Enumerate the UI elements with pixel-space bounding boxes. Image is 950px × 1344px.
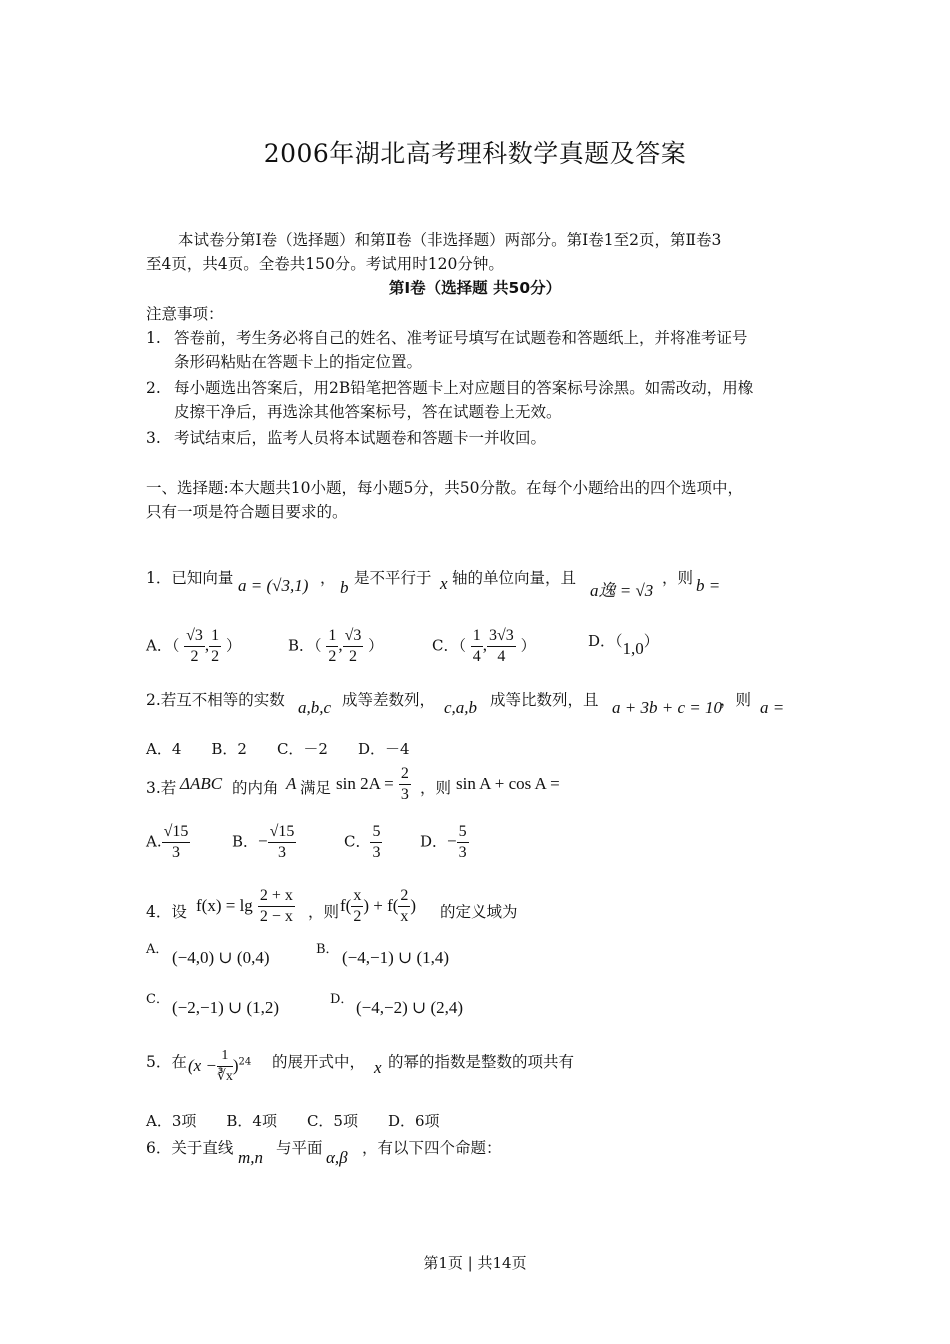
question-2-equation: a + 3b + c = 10	[612, 698, 722, 717]
fraction	[370, 822, 382, 863]
note-text: 皮擦干净后，再选涂其他答案标号，答在试题卷上无效。	[174, 403, 562, 421]
option-label: B．	[316, 942, 339, 957]
fraction	[326, 626, 338, 667]
option-end: ）	[643, 632, 659, 650]
notes-heading: 注意事项：	[146, 305, 224, 323]
note-text: 每小题选出答案后，用2B铅笔把答题卡上对应题目的答案标号涂黑。如需改动，用橡	[174, 379, 754, 397]
numerator: √15	[268, 822, 297, 843]
question-text: ，则	[662, 569, 694, 587]
question-6-vars: m,n	[238, 1148, 264, 1167]
fraction	[184, 626, 205, 667]
numerator: √15	[162, 822, 191, 843]
option-label: D．（	[588, 632, 623, 650]
denominator: 2 − x	[259, 908, 293, 925]
numerator: 1	[326, 626, 338, 647]
numerator: 3√3	[487, 626, 516, 647]
comma: ,	[204, 635, 210, 655]
denominator: 3	[172, 844, 180, 861]
sign: −	[258, 831, 268, 851]
sign: −	[447, 831, 457, 851]
question-6-prefix: 6．关于直线	[146, 1139, 234, 1157]
expr-part: )	[232, 1056, 239, 1075]
denominator: 3	[400, 786, 409, 803]
question-1-condition: a逸 = √3	[590, 581, 654, 600]
option-a	[146, 626, 241, 667]
option-label: B．（	[288, 636, 322, 655]
option-a	[146, 822, 190, 863]
option-c	[344, 822, 382, 863]
comma: ,	[338, 635, 343, 655]
numerator: 2 + x	[258, 886, 295, 907]
denominator: 4	[472, 648, 481, 665]
note-number: 1.	[146, 329, 161, 347]
note-text: 答卷前，考生务必将自己的姓名、准考证号填写在试题卷和答题纸上，并将准考证号	[174, 329, 748, 347]
option-a-value: (−4,0) ∪ (0,4)	[172, 948, 270, 967]
option-label: B．	[232, 832, 259, 851]
option-d-value: (−4,−2) ∪ (2,4)	[356, 998, 464, 1017]
option-label: A．（	[146, 636, 180, 655]
page-footer: 第1页 | 共14页	[423, 1254, 527, 1272]
question-4-definition	[196, 886, 295, 927]
option-end: ）	[520, 636, 536, 655]
numerator: x	[351, 886, 363, 907]
option-label: C．（	[432, 636, 466, 655]
question-2-vars: c,a,b	[444, 698, 478, 717]
option-d	[588, 630, 659, 658]
denominator: 2	[190, 648, 199, 665]
expr-part: )	[410, 896, 417, 915]
question-text: 的内角	[232, 779, 279, 797]
question-3-triangle: ΔABC	[180, 774, 223, 793]
question-text: 是不平行于	[354, 569, 432, 587]
fraction	[217, 1046, 233, 1087]
fraction	[398, 886, 410, 927]
option-b-value: (−4,−1) ∪ (1,4)	[342, 948, 450, 967]
fraction	[351, 886, 363, 927]
question-text: 与平面	[276, 1139, 323, 1157]
option-end: ）	[368, 636, 384, 655]
option-b	[232, 822, 296, 863]
option-d	[420, 822, 469, 863]
var-x: x	[374, 1058, 382, 1077]
numerator: 2	[399, 764, 411, 785]
fraction	[487, 626, 516, 667]
section-heading: 第Ⅰ卷（选择题 共50分）	[388, 279, 562, 297]
numerator: 2	[398, 886, 410, 907]
comma: ,	[482, 635, 488, 655]
denominator: x	[400, 908, 409, 925]
var-b: b	[340, 578, 349, 597]
question-text: 成等差数列，	[342, 691, 436, 709]
option-label: C．	[146, 992, 169, 1007]
expr-part: ) + f(	[363, 896, 399, 915]
denominator: 2	[353, 908, 362, 925]
denominator: 3	[278, 844, 287, 861]
question-3-condition	[336, 764, 411, 805]
numerator: √3	[343, 626, 364, 647]
numerator: 5	[457, 822, 469, 843]
note-number: 2.	[146, 379, 161, 397]
question-text: 满足	[300, 779, 332, 797]
denominator: 4	[497, 648, 506, 665]
fraction	[343, 626, 364, 667]
numerator: 5	[370, 822, 382, 843]
denominator: ∛x	[216, 1069, 233, 1084]
question-2-vars: a,b,c	[298, 698, 332, 717]
option-label: D．	[420, 832, 448, 851]
question-5-prefix: 5．在	[146, 1053, 187, 1071]
question-text: 的展开式中，	[272, 1053, 366, 1071]
question-text: 的定义域为	[440, 903, 518, 921]
fraction	[162, 822, 191, 863]
option-label: C．	[344, 832, 371, 851]
option-label: D．	[330, 992, 354, 1007]
fraction	[457, 822, 469, 863]
part-heading: 只有一项是符合题目要求的。	[146, 503, 348, 521]
note-text: 条形码粘贴在答题卡上的指定位置。	[174, 353, 423, 371]
option-label: A.	[146, 832, 162, 851]
numerator: 1	[209, 626, 221, 647]
expr-part: (x −	[188, 1056, 217, 1075]
option-value: 1,0	[622, 639, 644, 658]
function-def: f(x) = lg	[196, 896, 253, 915]
denominator: 2	[211, 648, 220, 665]
intro-line-1: 本试卷分第Ⅰ卷（选择题）和第Ⅱ卷（非选择题）两部分。第Ⅰ卷1至2页，第Ⅱ卷3	[178, 231, 722, 249]
question-2-prefix: 2.若互不相等的实数	[146, 691, 285, 709]
denominator: 3	[458, 844, 467, 861]
option-label: A．	[146, 942, 169, 957]
fraction	[399, 764, 411, 805]
numerator: 1	[471, 626, 483, 647]
question-4-prefix: 4．设	[146, 903, 187, 921]
question-text: ，则	[720, 691, 752, 709]
fraction	[209, 626, 221, 667]
expr-part: f(	[340, 896, 352, 915]
exponent: 24	[238, 1056, 252, 1068]
question-text: ，则	[308, 903, 340, 921]
option-end: ）	[225, 636, 241, 655]
denominator: 2	[328, 648, 337, 665]
question-3-ask: sin A + cos A =	[456, 774, 560, 793]
question-3-prefix: 3.若	[146, 779, 177, 797]
question-text: 轴的单位向量，且	[452, 569, 577, 587]
note-text: 考试结束后，监考人员将本试题卷和答题卡一并收回。	[174, 429, 547, 447]
part-heading: 一、选择题:本大题共10小题，每小题5分，共50分散。在每个小题给出的四个选项中，	[146, 479, 744, 497]
question-text: 成等比数列，且	[490, 691, 599, 709]
question-4-expression	[340, 886, 416, 927]
numerator: √3	[184, 626, 205, 647]
option-b	[288, 626, 383, 667]
page-title: 2006年湖北高考理科数学真题及答案	[263, 139, 687, 168]
denominator: 3	[372, 844, 381, 861]
fraction	[471, 626, 483, 667]
condition-text: sin 2A =	[336, 774, 394, 793]
var-A: A	[286, 774, 297, 793]
question-2-ask: a =	[760, 698, 785, 717]
question-1-vector-a: a = (√3,1)	[238, 576, 309, 595]
var-x: x	[440, 574, 448, 593]
question-1-ask: b =	[696, 576, 721, 595]
fraction	[268, 822, 297, 863]
question-text: ，有以下四个命题：	[362, 1139, 502, 1157]
question-6-vars: α,β	[326, 1148, 348, 1167]
question-1-prefix: 1．已知向量	[146, 569, 234, 587]
question-2-options: A．4 B．2 C．－2 D．－4	[146, 740, 410, 758]
option-c	[432, 626, 536, 667]
fraction	[258, 886, 295, 927]
question-5-expression	[188, 1046, 251, 1087]
option-c-value: (−2,−1) ∪ (1,2)	[172, 998, 280, 1017]
note-number: 3.	[146, 429, 161, 447]
question-text: 的幂的指数是整数的项共有	[388, 1053, 575, 1071]
question-text: ，则	[420, 779, 452, 797]
intro-line-2: 至4页，共4页。全卷共150分。考试用时120分钟。	[146, 255, 504, 273]
denominator: 2	[348, 648, 357, 665]
question-5-options: A．3项 B．4项 C．5项 D．6项	[146, 1112, 440, 1130]
numerator: 1	[217, 1046, 233, 1067]
punct: ，	[320, 569, 336, 587]
